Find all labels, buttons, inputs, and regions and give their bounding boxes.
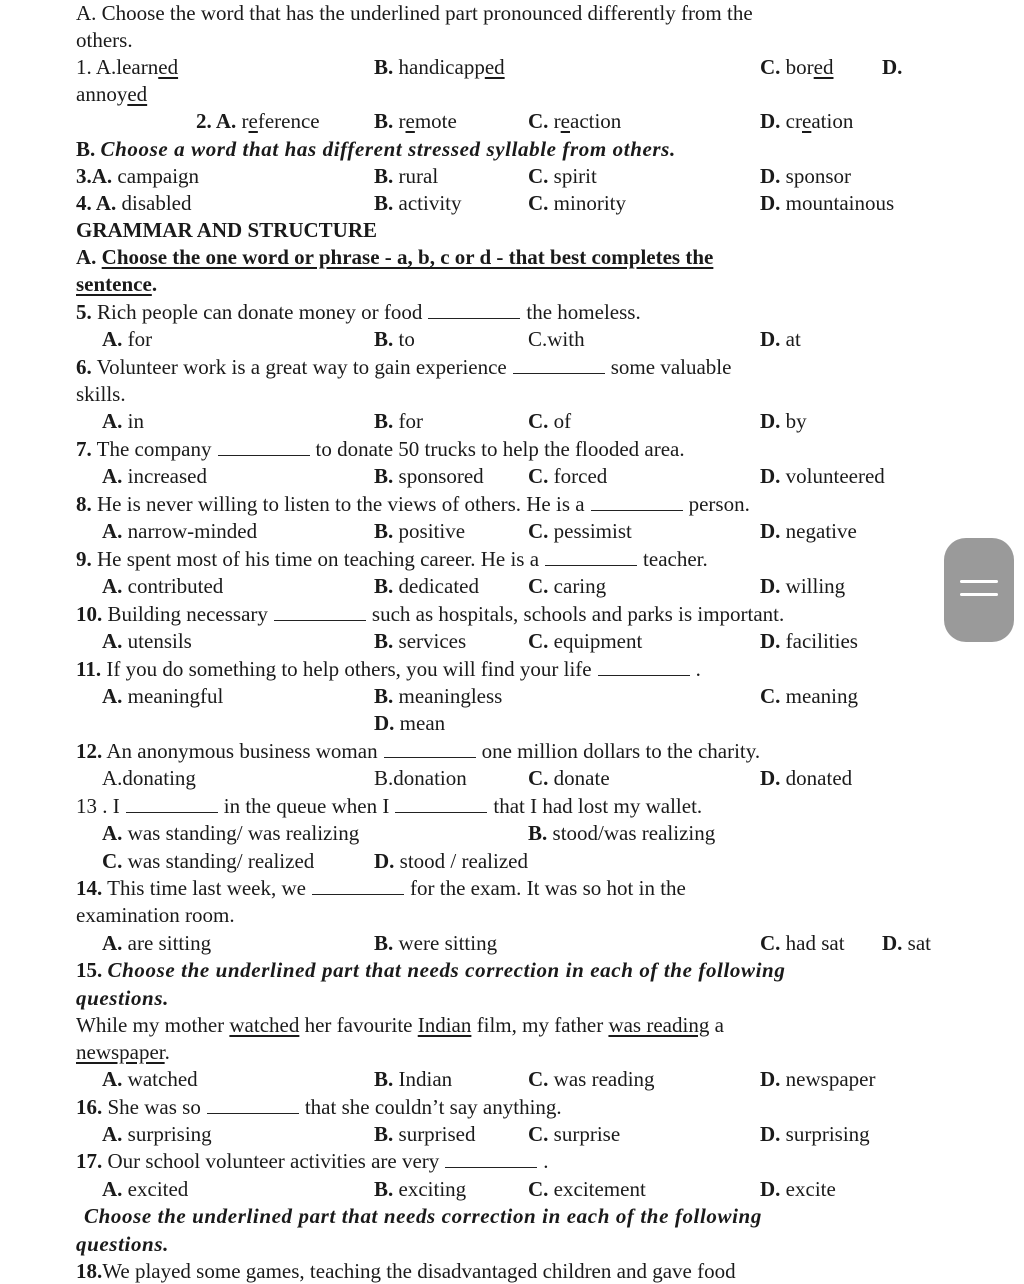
answer-blank [218, 437, 310, 456]
question-15-sentence-cont: newspaper. [76, 1040, 170, 1064]
q11-option-b: B. meaningless [374, 684, 503, 708]
q4-option-c: C. minority [528, 191, 627, 215]
q12-option-d: D. donated [760, 766, 853, 790]
q8-option-c: C. pessimist [528, 519, 632, 543]
question-8: 8. He is never willing to listen to the views of others. He is a person. [76, 492, 750, 516]
q9-option-c: C. caring [528, 574, 607, 598]
q14-option-d: D. sat [882, 931, 931, 955]
q16-option-a: A. surprising [102, 1122, 212, 1146]
question-18: 18.We played some games, teaching the disadvantaged children and gave food [76, 1259, 736, 1283]
answer-blank [395, 794, 487, 813]
q10-option-d: D. facilities [760, 629, 858, 653]
q4-option-d: D. mountainous [760, 191, 895, 215]
q16-option-c: C. surprise [528, 1122, 621, 1146]
q7-option-c: C. forced [528, 464, 608, 488]
question-15-sentence: While my mother watched her favourite Indian film, my father was reading a [76, 1013, 724, 1037]
q8-option-d: D. negative [760, 519, 857, 543]
question-7: 7. The company to donate 50 trucks to help the flooded area. [76, 437, 685, 461]
q12-option-b: B.donation [374, 766, 467, 790]
q12-option-a: A.donating [102, 766, 196, 790]
q9-option-d: D. willing [760, 574, 846, 598]
q7-option-a: A. increased [102, 464, 207, 488]
question-15-heading: 15. Choose the underlined part that needs correction in each of the following [76, 958, 786, 982]
question-6-cont: skills. [76, 382, 126, 406]
q13-option-a: A. was standing/ was realizing [102, 821, 360, 845]
section-a-heading: A. Choose the one word or phrase - a, b, c or d - that best completes the [76, 245, 714, 269]
section-c-heading-cont: questions. [76, 1232, 169, 1256]
q17-option-a: A. excited [102, 1177, 189, 1201]
question-12: 12. An anonymous business woman one million dollars to the charity. [76, 739, 761, 763]
q16-option-b: B. surprised [374, 1122, 476, 1146]
q1-option-d-label: D. [882, 55, 903, 79]
q5-option-b: B. to [374, 327, 415, 351]
question-5: 5. Rich people can donate money or food the homeless. [76, 300, 641, 324]
q10-option-c: C. equipment [528, 629, 643, 653]
question-1: 1. A.learned [76, 55, 179, 79]
q16-option-d: D. surprising [760, 1122, 870, 1146]
q3-option-b: B. rural [374, 164, 439, 188]
q5-option-d: D. at [760, 327, 801, 351]
q12-option-c: C. donate [528, 766, 610, 790]
grip-icon [960, 580, 998, 583]
q14-option-c: C. had sat [760, 931, 845, 955]
q2-option-c: C. reaction [528, 109, 622, 133]
q5-option-c: C.with [528, 327, 585, 351]
answer-blank [126, 794, 218, 813]
grammar-heading: GRAMMAR AND STRUCTURE [76, 218, 378, 242]
instruction-line: others. [76, 28, 133, 52]
q17-option-d: D. excite [760, 1177, 836, 1201]
answer-blank [312, 876, 404, 895]
answer-blank [591, 492, 683, 511]
section-a-heading-cont: sentence. [76, 272, 158, 296]
q10-option-a: A. utensils [102, 629, 192, 653]
instruction-line: A. Choose the word that has the underlined part pronounced differently from the [76, 1, 753, 25]
q2-option-d: D. creation [760, 109, 854, 133]
q8-option-a: A. narrow-minded [102, 519, 258, 543]
answer-blank [513, 355, 605, 374]
q2-option-b: B. remote [374, 109, 457, 133]
q2-option-a: 2. A. reference [196, 109, 320, 133]
question-17: 17. Our school volunteer activities are very . [76, 1149, 549, 1173]
answer-blank [445, 1149, 537, 1168]
q3-option-a: 3.A. campaign [76, 164, 200, 188]
q6-option-b: B. for [374, 409, 424, 433]
section-b-heading: B. Choose a word that has different stressed syllable from others. [76, 137, 676, 161]
q9-option-a: A. contributed [102, 574, 224, 598]
question-16: 16. She was so that she couldn’t say anything. [76, 1095, 562, 1119]
q1-option-c: C. bored [760, 55, 834, 79]
q13-option-d: D. stood / realized [374, 849, 528, 873]
q14-option-b: B. were sitting [374, 931, 498, 955]
q15-option-d: D. newspaper [760, 1067, 876, 1091]
question-15-heading-cont: questions. [76, 986, 169, 1010]
question-11: 11. If you do something to help others, you will find your life . [76, 657, 701, 681]
q4-option-a: 4. A. disabled [76, 191, 192, 215]
q1-option-b: B. handicapped [374, 55, 505, 79]
grip-icon [960, 593, 998, 596]
q17-option-c: C. excitement [528, 1177, 646, 1201]
q7-option-d: D. volunteered [760, 464, 885, 488]
q15-option-b: B. Indian [374, 1067, 453, 1091]
question-6: 6. Volunteer work is a great way to gain experience some valuable [76, 355, 732, 379]
q3-option-d: D. sponsor [760, 164, 852, 188]
q14-option-a: A. are sitting [102, 931, 212, 955]
q4-option-b: B. activity [374, 191, 462, 215]
question-14: 14. This time last week, we for the exam. It was so hot in the [76, 876, 686, 900]
q13-option-c: C. was standing/ realized [102, 849, 315, 873]
q11-option-c: C. meaning [760, 684, 858, 708]
section-c-heading: Choose the underlined part that needs correction in each of the following [84, 1204, 762, 1228]
answer-blank [545, 547, 637, 566]
q11-option-a: A. meaningful [102, 684, 224, 708]
question-9: 9. He spent most of his time on teaching career. He is a teacher. [76, 547, 708, 571]
answer-blank [428, 300, 520, 319]
q9-option-b: B. dedicated [374, 574, 479, 598]
answer-blank [598, 657, 690, 676]
q8-option-b: B. positive [374, 519, 466, 543]
q6-option-d: D. by [760, 409, 807, 433]
answer-blank [384, 739, 476, 758]
q6-option-a: A. in [102, 409, 145, 433]
scroll-handle[interactable] [944, 538, 1014, 642]
q1-option-d: annoyed [76, 82, 148, 106]
q11-option-d: D. mean [374, 711, 446, 735]
q6-option-c: C. of [528, 409, 572, 433]
q10-option-b: B. services [374, 629, 467, 653]
answer-blank [207, 1095, 299, 1114]
question-13: 13 . I in the queue when I that I had lost my wallet. [76, 794, 703, 818]
q15-option-a: A. watched [102, 1067, 198, 1091]
q13-option-b: B. stood/was realizing [528, 821, 716, 845]
q15-option-c: C. was reading [528, 1067, 655, 1091]
question-14-cont: examination room. [76, 903, 235, 927]
answer-blank [274, 602, 366, 621]
q5-option-a: A. for [102, 327, 153, 351]
q7-option-b: B. sponsored [374, 464, 484, 488]
question-10: 10. Building necessary such as hospitals, schools and parks is important. [76, 602, 785, 626]
q17-option-b: B. exciting [374, 1177, 467, 1201]
q3-option-c: C. spirit [528, 164, 597, 188]
